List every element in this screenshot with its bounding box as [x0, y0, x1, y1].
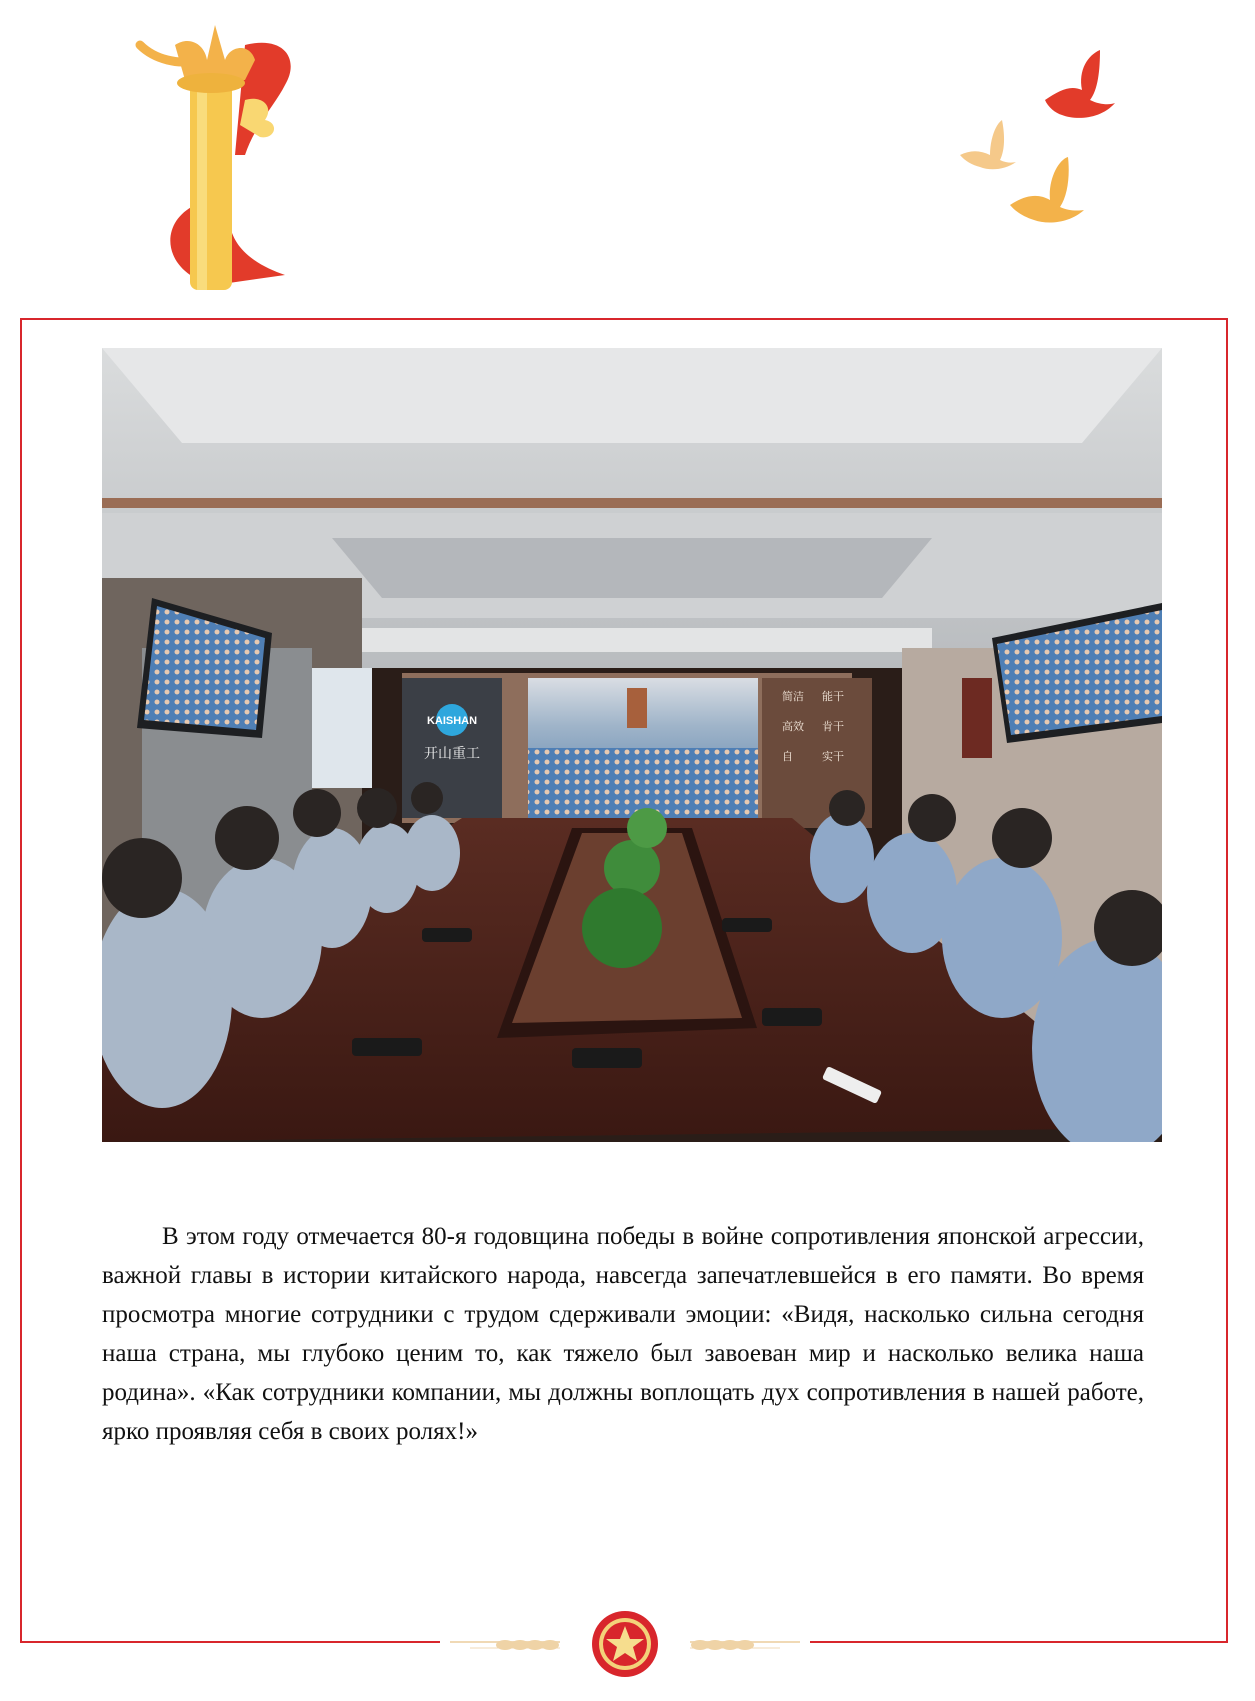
- kaishan-logo: KAISHAN: [426, 715, 478, 727]
- wall-slogan-left-3: 自: [782, 750, 793, 763]
- kaishan-logo-subtext: 开山重工: [424, 746, 480, 762]
- meeting-room-photo: [102, 348, 1162, 1142]
- footer-ornament: [440, 1600, 810, 1680]
- wall-slogan-left-1: 简洁: [782, 690, 804, 703]
- flying-doves-icon: [950, 45, 1120, 235]
- red-star-emblem-icon: [440, 1600, 810, 1680]
- wall-slogan-right-1: 能干: [822, 690, 844, 703]
- wall-slogan-left-2: 高效: [782, 720, 804, 733]
- wall-slogan-right-3: 实干: [822, 750, 844, 763]
- wall-slogan-right-2: 肯干: [822, 720, 844, 733]
- huabiao-column-icon: [135, 5, 305, 295]
- article-paragraph: В этом году отмечается 80-я годовщина победы в войне сопротивления японской агрессии, важной главы в истории китайского народа, навсегда запечатлевшейся в его памяти. Во время просмотра многие сотрудники с трудом сдерживали эмоции: «Видя, насколько сильна сегодня наша страна, мы глубоко ценим то, как тяжело был завоеван мир и насколько велика наша родина». «Как сотрудники компании, мы должны воплощать дух сопротивления в нашей работе, ярко проявляя себя в своих ролях!»: [102, 1223, 1144, 1445]
